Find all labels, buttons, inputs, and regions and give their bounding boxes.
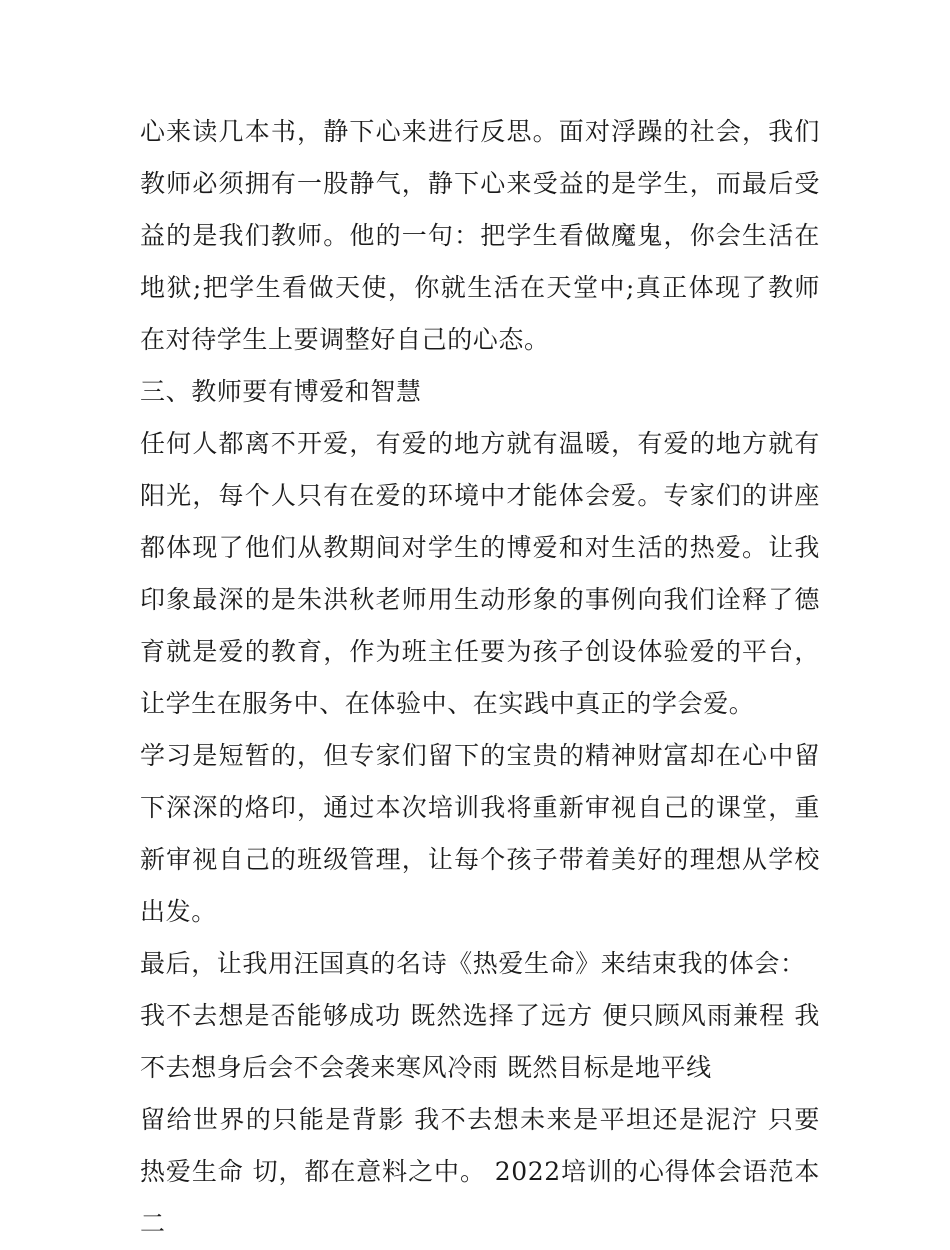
paragraph-poem-part2: 留给世界的只能是背影 我不去想未来是平坦还是泥泞 只要热爱生命 切，都在意料之中。 2022培训的心得体会语范本二 (140, 1105, 820, 1238)
paragraph-love: 任何人都离不开爱，有爱的地方就有温暖，有爱的地方就有阳光，每个人只有在爱的环境中才能体会爱。专家们的讲座都体现了他们从教期间对学生的博爱和对生活的热爱。让我印象最深的是朱洪秋老师用生动形象的事例向我们诠释了德育就是爱的教育，作为班主任要为孩子创设体验爱的平台，让学生在服务中、在体验中、在实践中真正的学会爱。 (140, 429, 820, 718)
paragraph-reflection: 心来读几本书，静下心来进行反思。面对浮躁的社会，我们教师必须拥有一股静气，静下心来受益的是学生，而最后受益的是我们教师。他的一句：把学生看做魔鬼，你会生活在地狱;把学生看做天使，你就生活在天堂中;真正体现了教师在对待学生上要调整好自己的心态。 (140, 117, 820, 354)
paragraph-learning: 学习是短暂的，但专家们留下的宝贵的精神财富却在心中留下深深的烙印，通过本次培训我将重新审视自己的课堂，重新审视自己的班级管理，让每个孩子带着美好的理想从学校出发。 (140, 741, 820, 926)
section-heading: 三、教师要有博爱和智慧 (140, 377, 422, 406)
paragraph-poem-part1: 我不去想是否能够成功 既然选择了远方 便只顾风雨兼程 我不去想身后会不会袭来寒风冷雨 既然目标是地平线 (140, 1001, 820, 1082)
document-body (140, 106, 820, 1250)
paragraph-poem-intro: 最后，让我用汪国真的名诗《热爱生命》来结束我的体会： (140, 949, 806, 978)
